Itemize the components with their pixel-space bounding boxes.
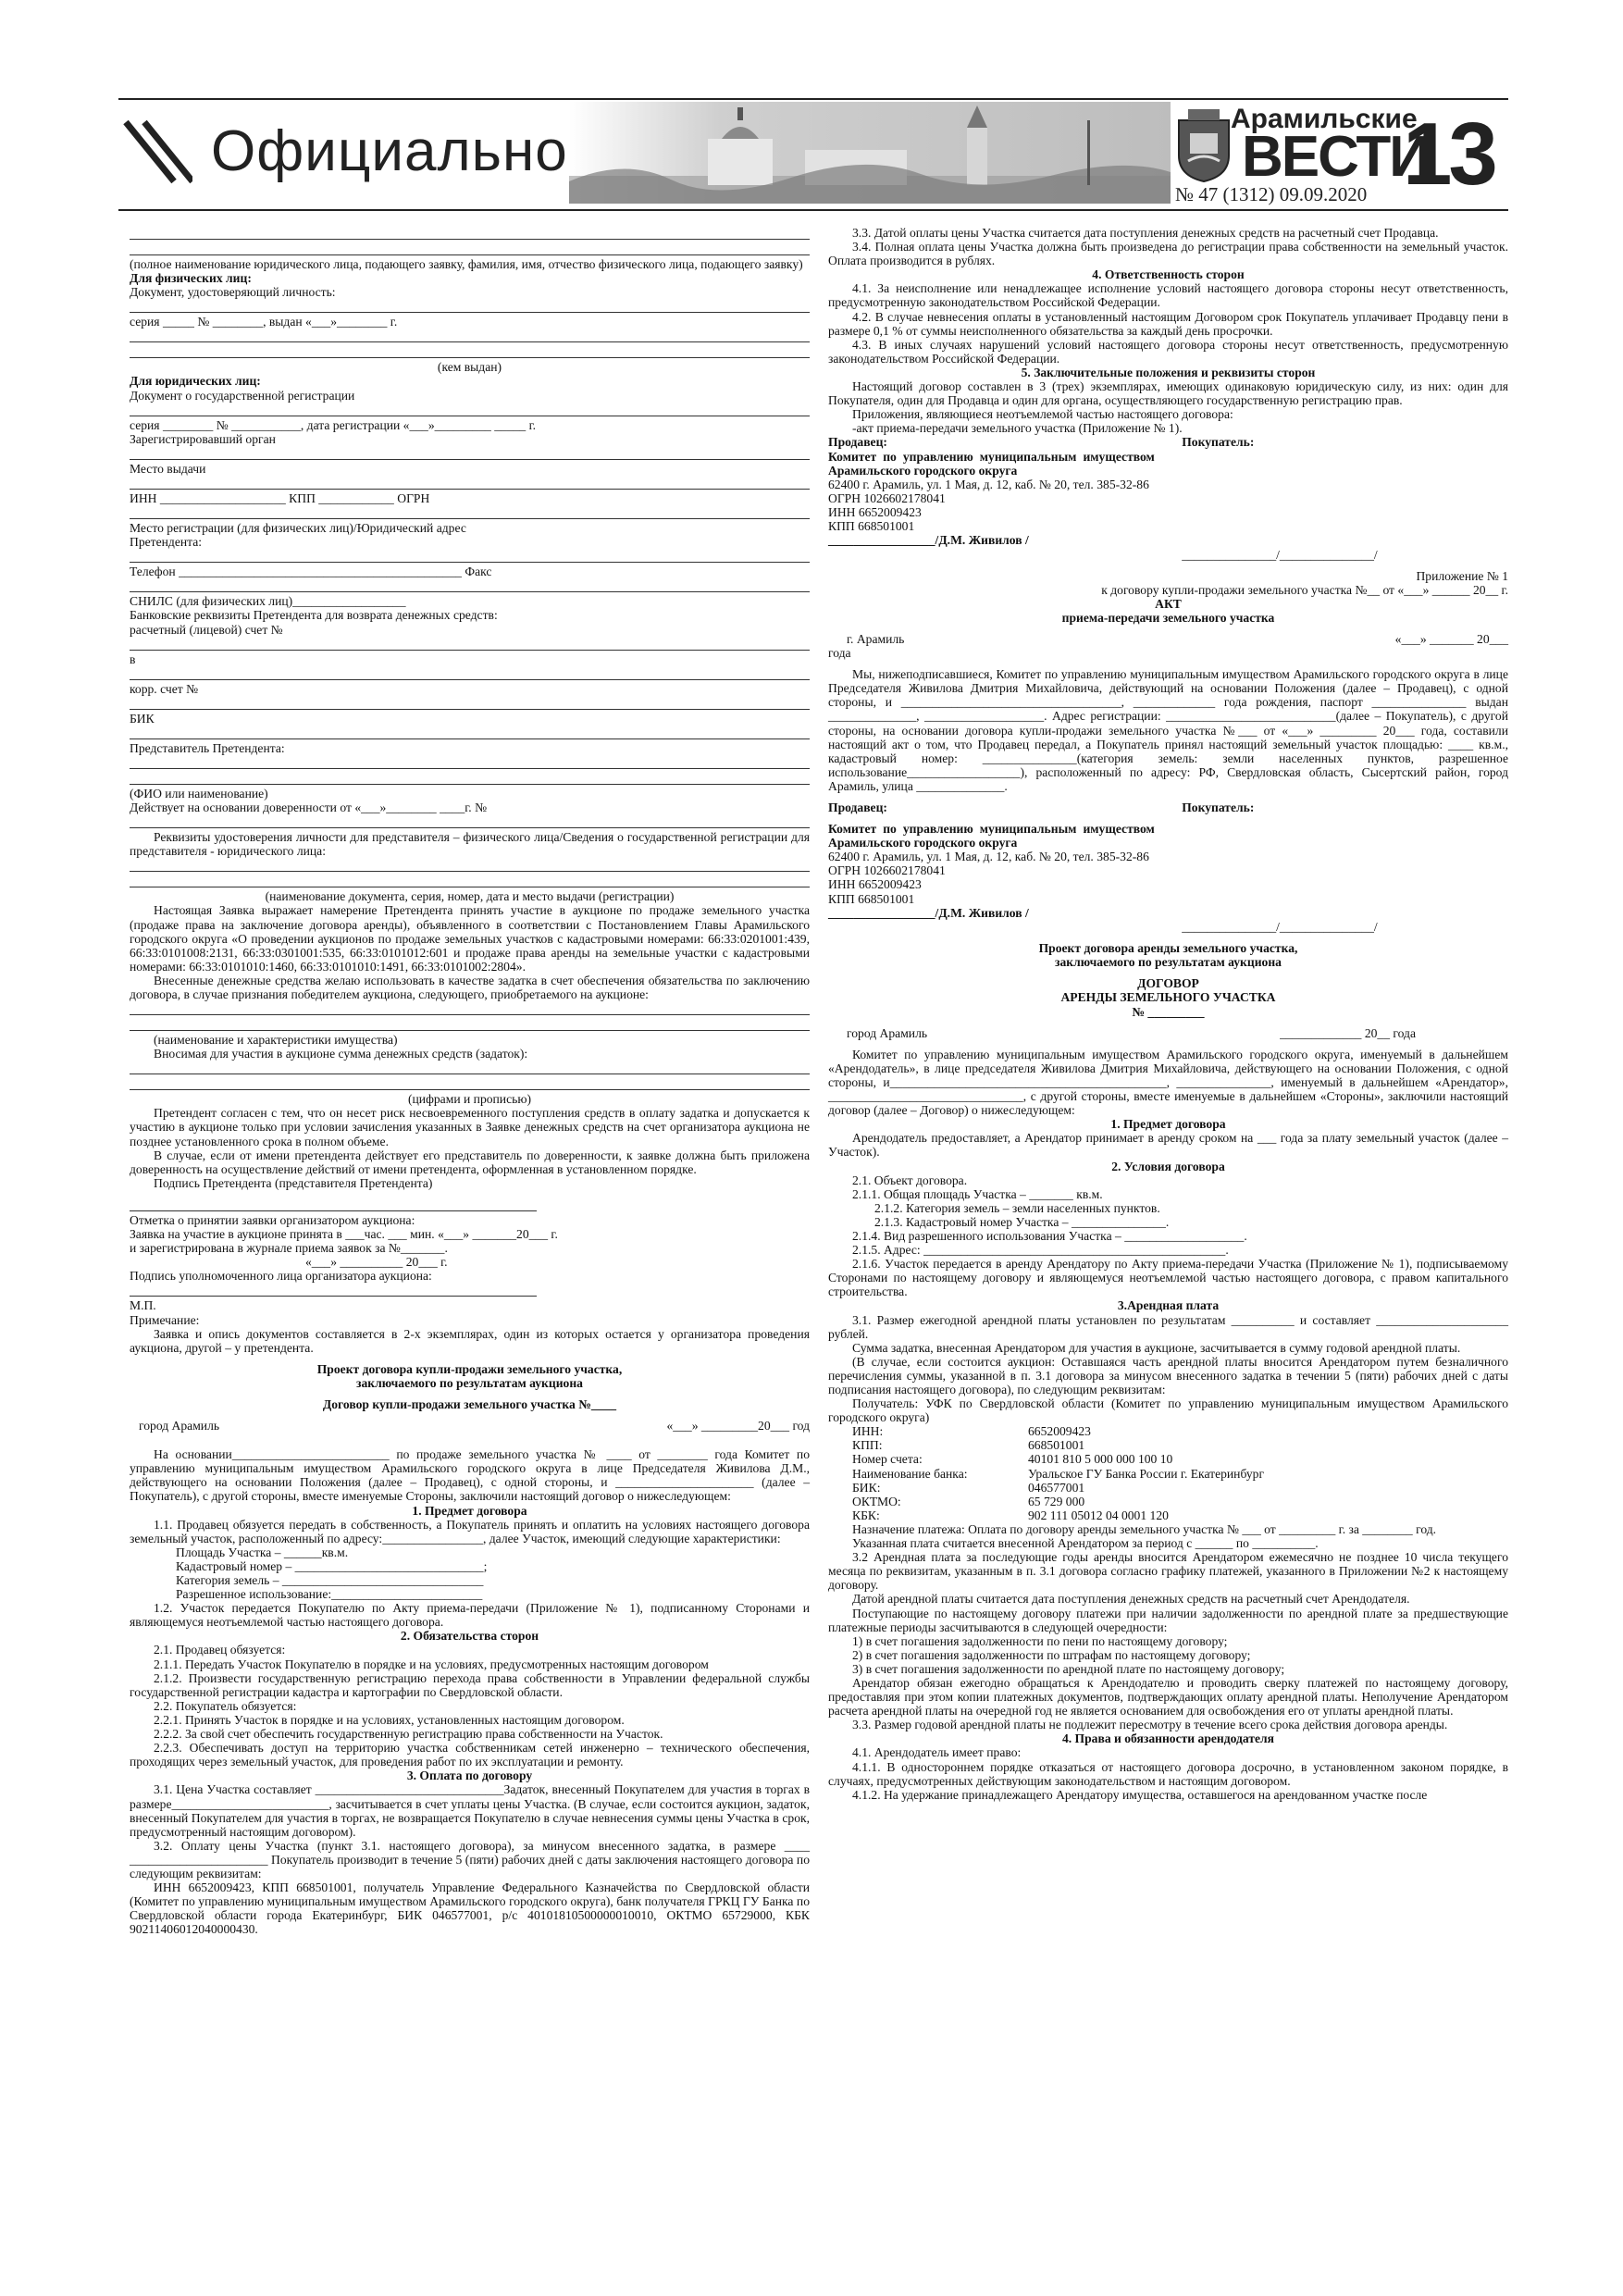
blank-line xyxy=(130,299,810,313)
blank-line xyxy=(130,329,810,342)
sale-clause-1-1: 1.1. Продавец обязуется передать в собственность, а Покупатель принять и оплатить на условиях настоящего договора земельный участок, расположенный по адресу:________________, далее Участок, имеющий следующие характеристики: xyxy=(130,1517,810,1545)
representative-label: Представитель Претендента: xyxy=(130,740,285,755)
act-parties-block xyxy=(828,800,1508,934)
power-of-attorney: Действует на основании доверенности от «___»________ ____г. № xyxy=(130,800,488,815)
lease-clause-2-1-3: 2.1.3. Кадастровый номер Участка – _______________. xyxy=(874,1214,1170,1229)
act-seller-inn: ИНН 6652009423 xyxy=(828,877,922,892)
blank-line xyxy=(130,726,810,739)
lease-remaining-payment: (В случае, если состоится аукцион: Оставшаяся часть арендной платы вносится Арендатором путем безналичного перечисления суммы, указанной в п. 3.1 договора за минусом внесенного задатка в течении 5 (пяти) рабочих дней с даты подписания настоящего договора), по следующим реквизитам: xyxy=(828,1354,1508,1396)
lease-clause-2-1-6: 2.1.6. Участок передается в аренду Арендатору по Акту приема-передачи Участка (Приложение № 1), подписываемому Сторонами по настоящему договору и являющемуся неотъемлемой частью настоящего договора, с правом капитального строительства. xyxy=(828,1257,1508,1299)
issue-number-date: № 47 (1312) 09.09.2020 xyxy=(1175,183,1368,205)
bank-field-value: 6652009423 xyxy=(1028,1424,1091,1439)
act-place-date xyxy=(828,632,1508,646)
payment-order-intro: Поступающие по настоящему договору платежи при наличии задолженности по арендной плате за предшествующие платежные периоды засчитываются в следующей очередности: xyxy=(828,1606,1508,1634)
blank-line xyxy=(130,403,810,416)
bank-field-value: 046577001 xyxy=(1028,1480,1085,1495)
blank-line xyxy=(130,242,810,255)
snils: СНИЛС (для физических лиц)__________________ xyxy=(130,594,406,609)
lease-clause-2-1-2: 2.1.2. Категория земель – земли населенных пунктов. xyxy=(874,1200,1160,1215)
payment-order-1: 1) в счет погашения задолженности по пени по настоящему договору; xyxy=(852,1633,1228,1648)
bank-field-value: 65 729 000 xyxy=(1028,1494,1085,1508)
attachments-label: Приложения, являющиеся неотъемлемой частью настоящего договора: xyxy=(852,407,1233,422)
header-bottom-rule xyxy=(118,209,1508,211)
inn-kpp-ogrn: ИНН ____________________ КПП ____________ ОГРН xyxy=(130,490,430,505)
sale-clause-3-1: 3.1. Цена Участка составляет ______________________________Задаток, внесенный Покупателем для участия в торгах в размере_________________________, засчитывается в счет уплаты цены Участка. (В случае, если состоится аукцион, задаток, внесенный Покупателем для участия в торгах, не возвращается Покупателю в случае невнесения суммы цены Участка в срок, предусмотренный настоящим договором). xyxy=(130,1782,810,1839)
sale-clause-3-4: 3.4. Полная оплата цены Участка должна быть произведена до регистрации права собственности на земельный участок. Оплата производится в рублях. xyxy=(828,240,1508,268)
bank-details-label: Банковские реквизиты Претендента для возврата денежных средств: xyxy=(130,608,498,623)
section-title: Официально xyxy=(211,119,568,183)
note-label: Примечание: xyxy=(130,1312,200,1327)
series-issued: серия _____ № ________, выдан «___»________ г. xyxy=(130,315,398,329)
sale-clause-2-2-1: 2.2.1. Принять Участок в порядке и на условиях, установленных настоящим договором. xyxy=(154,1712,625,1727)
sale-area: Площадь Участка – ______кв.м. xyxy=(176,1545,349,1559)
sale-clause-2-2-3: 2.2.3. Обеспечивать доступ на территорию участка собственникам сетей инженерно – технического обеспечения, проходящих через земельный участок, для проведения работ по их эксплуатации и ремонту. xyxy=(130,1741,810,1769)
sale-contract-project-title: Проект договора купли-продажи земельного участка, xyxy=(316,1361,623,1376)
legal-entities-heading: Для юридических лиц: xyxy=(130,374,261,389)
act-seller-ogrn: ОГРН 1026602178041 xyxy=(828,863,946,878)
seller-inn: ИНН 6652009423 xyxy=(828,504,922,519)
act-subtitle: приема-передачи земельного участка xyxy=(1061,610,1275,625)
town-skyline-image xyxy=(569,102,1171,204)
bik: БИК xyxy=(130,711,155,726)
bank-field-label: Номер счета: xyxy=(852,1452,923,1467)
sale-section-5-heading: 5. Заключительные положения и реквизиты сторон xyxy=(1021,365,1316,379)
appendix-number: Приложение № 1 xyxy=(1416,568,1508,583)
lease-contract-number: № _________ xyxy=(1132,1004,1205,1019)
blank-line xyxy=(130,666,810,680)
sale-clause-1-2: 1.2. Участок передается Покупателю по Акту приема-передачи (Приложение № 1), подписанному Сторонами и являющемуся неотъемлемой частью настоящего договора. xyxy=(130,1601,810,1630)
payment-date-note: Датой арендной платы считается дата поступления денежных средств на расчетный счет Арендодателя. xyxy=(852,1592,1410,1607)
phone-fax: Телефон _____________________________________________ Факс xyxy=(130,565,492,579)
blank-line xyxy=(130,755,810,769)
acceptance-date: «___» __________ 20___ г. xyxy=(305,1255,448,1270)
lease-preamble: Комитет по управлению муниципальным имуществом Арамильского городского округа, именуемый в дальнейшем «Арендодатель», в лице председателя Живилова Дмитрия Михайловича, действующего на основании Положения, с одной стороны, и____________________________________________, _______________, именуемый в дальнейшем «Арендатор», _______________________________, с другой стороны, вместе именуемые в дальнейшем «Стороны», заключили настоящий договор (далее – Договор) о нижеследующем: xyxy=(828,1047,1508,1118)
identity-document: Документ, удостоверяющий личность: xyxy=(130,285,336,300)
sale-parties-block xyxy=(828,435,1508,561)
act-seller-name: Комитет по управлению муниципальным имуществом Арамильского городского округа xyxy=(828,822,1155,850)
bank-field-label: КБК: xyxy=(852,1508,880,1522)
sale-section-3-heading: 3. Оплата по договору xyxy=(406,1769,533,1783)
place-of-issue: Место выдачи xyxy=(130,461,206,476)
lease-project-title: Проект договора аренды земельного участка, xyxy=(1038,941,1298,956)
lease-clause-3-1: 3.1. Размер ежегодной арендной платы установлен по результатам __________ и составляет _____________________ рублей. xyxy=(828,1312,1508,1341)
bank-field-value: 668501001 xyxy=(1028,1438,1085,1453)
corr-account: корр. счет № xyxy=(130,681,199,696)
deposit-usage: Внесенные денежные средства желаю использовать в качестве задатка в счет обеспечения обязательства по заключению договора, в случае признания победителем аукциона, следующего, приобретаемого на аукционе: xyxy=(130,973,810,1001)
seller-name: Комитет по управлению муниципальным имуществом Арамильского городского округа xyxy=(828,449,1155,478)
buyer-label: Покупатель: xyxy=(1182,435,1255,450)
sale-cadastral: Кадастровый номер – ______________________________; xyxy=(176,1558,488,1573)
blank-line xyxy=(130,874,810,887)
blank-line xyxy=(130,696,810,710)
blank-line xyxy=(130,1076,810,1090)
lease-place-date xyxy=(828,1026,1508,1040)
bank-field-label: БИК: xyxy=(852,1480,881,1495)
stamp-place: М.П. xyxy=(130,1298,156,1313)
sale-clause-4-1: 4.1. За неисполнение или ненадлежащее исполнение условий настоящего договора стороны несут ответственность, предусмотренную законодательством Российской Федерации. xyxy=(828,281,1508,310)
act-seller-address: 62400 г. Арамиль, ул. 1 Мая, д. 12, каб. № 20, тел. 385-32-86 xyxy=(828,850,1149,864)
lease-contract-subtitle: АРЕНДЫ ЗЕМЕЛЬНОГО УЧАСТКА xyxy=(1060,990,1276,1005)
sale-payment-details: ИНН 6652009423, КПП 668501001, получатель Управление Федерального Казначейства по Свердловской области (Комитет по управлению муниципальным имуществом Арамильского городского округа), банк получателя ГРКЦ ГУ Банка по Свердловской области города Екатеринбург, БИК 046577001, р/с 40101810500000010010, ОКТМО 65729000, КБК 90211406012040000430. xyxy=(130,1880,810,1937)
deposit-amount-label: Вносимая для участия в аукционе сумма денежных средств (задаток): xyxy=(154,1047,528,1061)
blank-line xyxy=(130,1017,810,1031)
act-date: «___» _______ 20___ xyxy=(1394,631,1508,646)
blank-line xyxy=(130,549,810,563)
blank-line xyxy=(130,1283,537,1297)
application-registered: и зарегистрирована в журнале приема заявок за №_______. xyxy=(130,1241,448,1256)
payment-order-2: 2) в счет погашения задолженности по штрафам по настоящему договору; xyxy=(852,1647,1251,1662)
applicant-signature: Подпись Претендента (представителя Претендента) xyxy=(154,1175,433,1190)
fio-caption: (ФИО или наименование) xyxy=(130,786,268,800)
sale-section-1-heading: 1. Предмет договора xyxy=(412,1503,527,1518)
seller-address: 62400 г. Арамиль, ул. 1 Мая, д. 12, каб. № 20, тел. 385-32-86 xyxy=(828,477,1149,491)
appendix-reference: к договору купли-продажи земельного участка №__ от «___» ______ 20__ г. xyxy=(1101,582,1508,597)
registration-document: Документ о государственной регистрации xyxy=(130,388,355,403)
amount-caption: (цифрами и прописью) xyxy=(408,1092,531,1107)
header-top-rule xyxy=(118,98,1508,100)
bank-field-label: Наименование банка: xyxy=(852,1466,968,1481)
sale-clause-3-3: 3.3. Датой оплаты цены Участка считается дата поступления денежных средств на расчетный счет Продавца. xyxy=(852,226,1439,240)
lease-clause-1: Арендодатель предоставляет, а Арендатор принимает в аренду сроком на ___ года за плату земельный участок (далее – Участок). xyxy=(828,1131,1508,1160)
settlement-account: расчетный (лицевой) счет № xyxy=(130,622,283,637)
risk-agreement: Претендент согласен с тем, что он несет риск несвоевременного поступления средств в оплату задатка и допускается к участию в аукционе только при условии зачисления указанных в Заявке денежных средств на счет организатора аукциона не позднее установленного срока в полном объеме. xyxy=(130,1106,810,1148)
applicant-name-caption: (полное наименование юридического лица, подающего заявку, фамилия, имя, отчество физического лица, подающего заявку) xyxy=(130,257,803,271)
representative-id-details: Реквизиты удостоверения личности для представителя – физического лица/Сведения о государственной регистрации для представителя - юридического лица: xyxy=(130,830,810,859)
blank-line xyxy=(130,505,810,519)
sale-date: «___» _________20___ год xyxy=(666,1419,810,1433)
buyer-signature: _______________/_______________/ xyxy=(1182,547,1378,562)
bank-details-table xyxy=(828,1424,1508,1522)
applicant-label: Претендента: xyxy=(130,535,203,550)
registering-authority: Зарегистрировавший орган xyxy=(130,431,276,446)
act-year-word: года xyxy=(828,646,851,661)
sale-clause-4-2: 4.2. В случае невнесения оплаты в установленный настоящим Договором срок Покупатель уплачивает Продавцу пени в размере 0,1 % от суммы неисполненного обязательства за каждый день просрочки. xyxy=(828,309,1508,338)
sale-copies-clause: Настоящий договор составлен в 3 (трех) экземплярах, имеющих одинаковую юридическую силу, из них: один для Покупателя, один для Продавца и один для органа, осуществляющего государственную регистрацию прав. xyxy=(828,379,1508,408)
sale-clause-2-1: 2.1. Продавец обязуется: xyxy=(154,1643,286,1657)
act-seller-label: Продавец: xyxy=(828,800,887,814)
lease-clause-3-2: 3.2 Арендная плата за последующие годы аренды вносится Арендатором ежемесячно не позднее 10 числа текущего месяца по реквизитам, указанным в п. 3.1 договора согласно графику платежей, указанного в Приложении №2 к настоящему договору. xyxy=(828,1550,1508,1593)
lease-section-2-heading: 2. Условия договора xyxy=(1111,1159,1225,1173)
sale-city: город Арамиль xyxy=(139,1419,220,1433)
bank-field-label: ИНН: xyxy=(852,1424,884,1439)
lease-clause-4-1-2: 4.1.2. На удержание принадлежащего Арендатору имущества, оставшегося на арендованном участке после xyxy=(852,1787,1428,1802)
blank-line xyxy=(130,344,810,358)
bank-field-label: КПП: xyxy=(852,1438,883,1453)
sale-contract-project-subtitle: заключаемого по результатам аукциона xyxy=(356,1375,583,1390)
seller-signature: _________________/Д.М. Живилов / xyxy=(828,533,1029,548)
left-column xyxy=(130,226,810,1936)
sale-clause-2-1-2: 2.1.2. Произвести государственную регистрацию перехода права собственности в Управлении федеральной службы государственной регистрации кадастра и картографии по Свердловской области. xyxy=(130,1670,810,1699)
act-body: Мы, нижеподписавшиеся, Комитет по управлению муниципальным имуществом Арамильского городского округа в лице Председателя Живилова Дмитрия Михайловича, действующий на основании Положения (далее – Продавец), с одной стороны, и ___________________________________, _____________ года рождения, паспорт _______________ выдан ______________, ___________________. Адрес регистрации: ___________________________(далее – Покупатель), с другой стороны, на основании договора купли-продажи земельного участка №___ от «___» _________ 20___ года, составили настоящий акт о том, что Продавец передал, а Покупатель принял настоящий земельный участок площадью: ____ кв.м., кадастровый номер: _______________(категория земель: земли населенных пунктов, разрешенное использование__________________), расположенный по адресу: РФ, Свердловская область, Сысертский район, город Арамиль, улица ______________. xyxy=(828,667,1508,793)
blank-line xyxy=(130,637,810,651)
physical-persons-heading: Для физических лиц: xyxy=(130,271,252,286)
act-buyer-label: Покупатель: xyxy=(1182,800,1255,814)
lease-section-1-heading: 1. Предмет договора xyxy=(1110,1117,1226,1132)
issued-by-caption: (кем выдан) xyxy=(437,360,502,375)
right-column xyxy=(828,226,1508,1802)
registration-address: Место регистрации (для физических лиц)/Юридический адрес xyxy=(130,521,466,536)
sale-section-4-heading: 4. Ответственность сторон xyxy=(1092,267,1245,282)
blank-line xyxy=(130,1001,810,1015)
sale-category: Категория земель – ________________________________ xyxy=(176,1573,484,1587)
blank-line xyxy=(130,226,810,240)
sale-clause-4-3: 4.3. В иных случаях нарушений условий настоящего договора стороны несут ответственность, предусмотренную законодательством Российской Федерации. xyxy=(828,337,1508,366)
bank-in: в xyxy=(130,652,136,666)
series-registration-date: серия ________ № ___________, дата регистрации «___»_________ _____ г. xyxy=(130,417,537,432)
sale-section-2-heading: 2. Обязательства сторон xyxy=(400,1629,539,1644)
blank-line xyxy=(130,446,810,460)
sale-clause-3-2: 3.2. Оплату цены Участка (пункт 3.1. настоящего договора), за минусом внесенного задатка, в размере ____ ______________________ Покупатель производит в течение 5 (пяти) рабочих дней с даты заключения настоящего договора по следующим реквизитам: xyxy=(130,1838,810,1880)
act-city: г. Арамиль xyxy=(847,631,905,646)
lease-project-subtitle: заключаемого по результатам аукциона xyxy=(1055,955,1282,970)
blank-line xyxy=(130,814,810,828)
blank-line xyxy=(130,858,810,872)
payment-period: Указанная плата считается внесенной Арендатором за период с ______ по __________. xyxy=(852,1536,1319,1551)
newspaper-name-main: ВЕСТИ xyxy=(1242,125,1429,189)
lease-clause-2-1: 2.1. Объект договора. xyxy=(852,1173,968,1187)
lease-clause-3-3: 3.3. Размер годовой арендной платы не подлежит пересмотру в течение всего срока действия договора аренды. xyxy=(852,1718,1448,1732)
lease-contract-title: ДОГОВОР xyxy=(1137,976,1199,991)
sale-permitted-use: Разрешенное использование:________________________ xyxy=(176,1587,483,1602)
page-number: 13 xyxy=(1403,105,1494,204)
acceptance-mark: Отметка о принятии заявки организатором аукциона: xyxy=(130,1212,415,1227)
act-seller-kpp: КПП 668501001 xyxy=(828,891,915,906)
lease-recipient: Получатель: УФК по Свердловской области (Комитет по управлению муниципальным имуществом Арамильского городского округа) xyxy=(828,1396,1508,1425)
bank-field-label: ОКТМО: xyxy=(852,1494,901,1508)
organizer-signature: Подпись уполномоченного лица организатора аукциона: xyxy=(130,1269,432,1284)
blank-line xyxy=(130,578,810,592)
blank-line xyxy=(130,771,810,785)
bank-field-value: 40101 810 5 000 000 100 10 xyxy=(1028,1452,1173,1467)
sale-clause-2-2-2: 2.2.2. За свой счет обеспечить государственную регистрацию права собственности на Участок. xyxy=(154,1727,663,1742)
lease-clause-4-1: 4.1. Арендодатель имеет право: xyxy=(852,1745,1022,1760)
reconciliation-clause: Арендатор обязан ежегодно обращаться к Арендодателю и проводить сверку платежей по настоящему договору, предоставляя при этом копии платежных документов, подтверждающих оплату арендной платы. Неполучение Арендатором расчета арендной платы на очередной год не является основанием для освобождения его от уплаты арендной платы. xyxy=(828,1675,1508,1719)
representative-note: В случае, если от имени претендента действует его представитель по доверенности, к заявке должна быть приложена доверенность на осуществление действий от имени претендента, оформленная в установленном порядке. xyxy=(130,1148,810,1176)
document-caption: (наименование документа, серия, номер, дата и место выдачи (регистрации) xyxy=(265,889,675,904)
payment-purpose: Назначение платежа: Оплата по договору аренды земельного участка № ___ от _________ г. за ________ год. xyxy=(852,1521,1437,1536)
sale-contract-title: Договор купли-продажи земельного участка №____ xyxy=(322,1396,617,1411)
application-intent: Настоящая Заявка выражает намерение Претендента принять участие в аукционе по продаже земельного участка (продаже права на заключение договора аренды), объявленного в соответствии с Постановлением Главы Арамильского городского округа «О проведении аукционов по продаже земельных участков с кадастровыми номерами: 66:33:0201001:439, 66:33:0101008:2131, 66:33:0301001:535, 66:33:0101012:601 и продаже права аренды на земельные участки с кадастровыми номерами: 66:33:0101010:1460, 66:33:0101010:1491, 66:33:0101002:2804». xyxy=(130,903,810,974)
sale-preamble: На основании_________________________ по продаже земельного участка № ____ от ________ года Комитет по управлению муниципальным имуществом Арамильского городского округа в лице Председателя Живилова Д.М., действующего на основании Положения (далее – Продавец), с одной стороны, и ______________________ (далее – Покупатель), с другой стороны, вместе именуемые Стороны, заключили настоящий договор о нижеследующем: xyxy=(130,1447,810,1504)
lease-section-3-heading: 3.Арендная плата xyxy=(1117,1298,1220,1313)
blank-line xyxy=(130,476,810,490)
seller-label: Продавец: xyxy=(828,435,887,450)
city-crest-icon xyxy=(1175,107,1233,183)
lease-section-4-heading: 4. Права и обязанности арендодателя xyxy=(1061,1731,1275,1746)
act-buyer-signature: _______________/_______________/ xyxy=(1182,920,1378,935)
act-title: АКТ xyxy=(1155,596,1182,611)
lease-deposit-note: Сумма задатка, внесенная Арендатором для участия в аукционе, засчитывается в сумму годовой арендной платы. xyxy=(852,1340,1461,1355)
lease-clause-2-1-1: 2.1.1. Общая площадь Участка – _______ кв.м. xyxy=(852,1186,1103,1201)
newspaper-name-top: Арамильские xyxy=(1231,104,1418,134)
double-slash-icon xyxy=(120,118,192,185)
blank-line xyxy=(130,1198,537,1211)
lease-clause-2-1-5: 2.1.5. Адрес: ________________________________________________. xyxy=(852,1243,1229,1258)
lease-date: _____________ 20__ года xyxy=(1280,1025,1416,1040)
seller-ogrn: ОГРН 1026602178041 xyxy=(828,490,946,505)
bank-field-value: Уральское ГУ Банка России г. Екатеринбург xyxy=(1028,1466,1265,1481)
property-caption: (наименование и характеристики имущества) xyxy=(154,1033,398,1048)
lease-clause-2-1-4: 2.1.4. Вид разрешенного использования Участка – ___________________. xyxy=(852,1228,1247,1243)
note-text: Заявка и опись документов составляется в 2-х экземплярах, один из которых остается у организатора проведения аукциона, другой – у претендента. xyxy=(130,1326,810,1355)
act-seller-signature: _________________/Д.М. Живилов / xyxy=(828,905,1029,920)
lease-city: город Арамиль xyxy=(847,1025,928,1040)
blank-line xyxy=(130,1061,810,1074)
seller-kpp: КПП 668501001 xyxy=(828,518,915,533)
sale-clause-2-1-1: 2.1.1. Передать Участок Покупателю в порядке и на условиях, предусмотренных настоящим договором xyxy=(154,1657,709,1671)
bank-field-value: 902 111 05012 04 0001 120 xyxy=(1028,1508,1169,1522)
attachment-act: -акт приема-передачи земельного участка (Приложение № 1). xyxy=(852,421,1183,436)
payment-order-3: 3) в счет погашения задолженности по арендной плате по настоящему договору; xyxy=(852,1661,1285,1676)
application-accepted: Заявка на участие в аукционе принята в ___час. ___ мин. «___» _______20___ г. xyxy=(130,1227,558,1242)
sale-clause-2-2: 2.2. Покупатель обязуется: xyxy=(154,1698,297,1713)
sale-contract-place-date xyxy=(130,1419,810,1433)
lease-clause-4-1-1: 4.1.1. В одностороннем порядке отказаться от настоящего договора досрочно, в установленном законом порядке, в случаях, предусмотренных действующим законодательством и настоящим договором. xyxy=(828,1759,1508,1788)
